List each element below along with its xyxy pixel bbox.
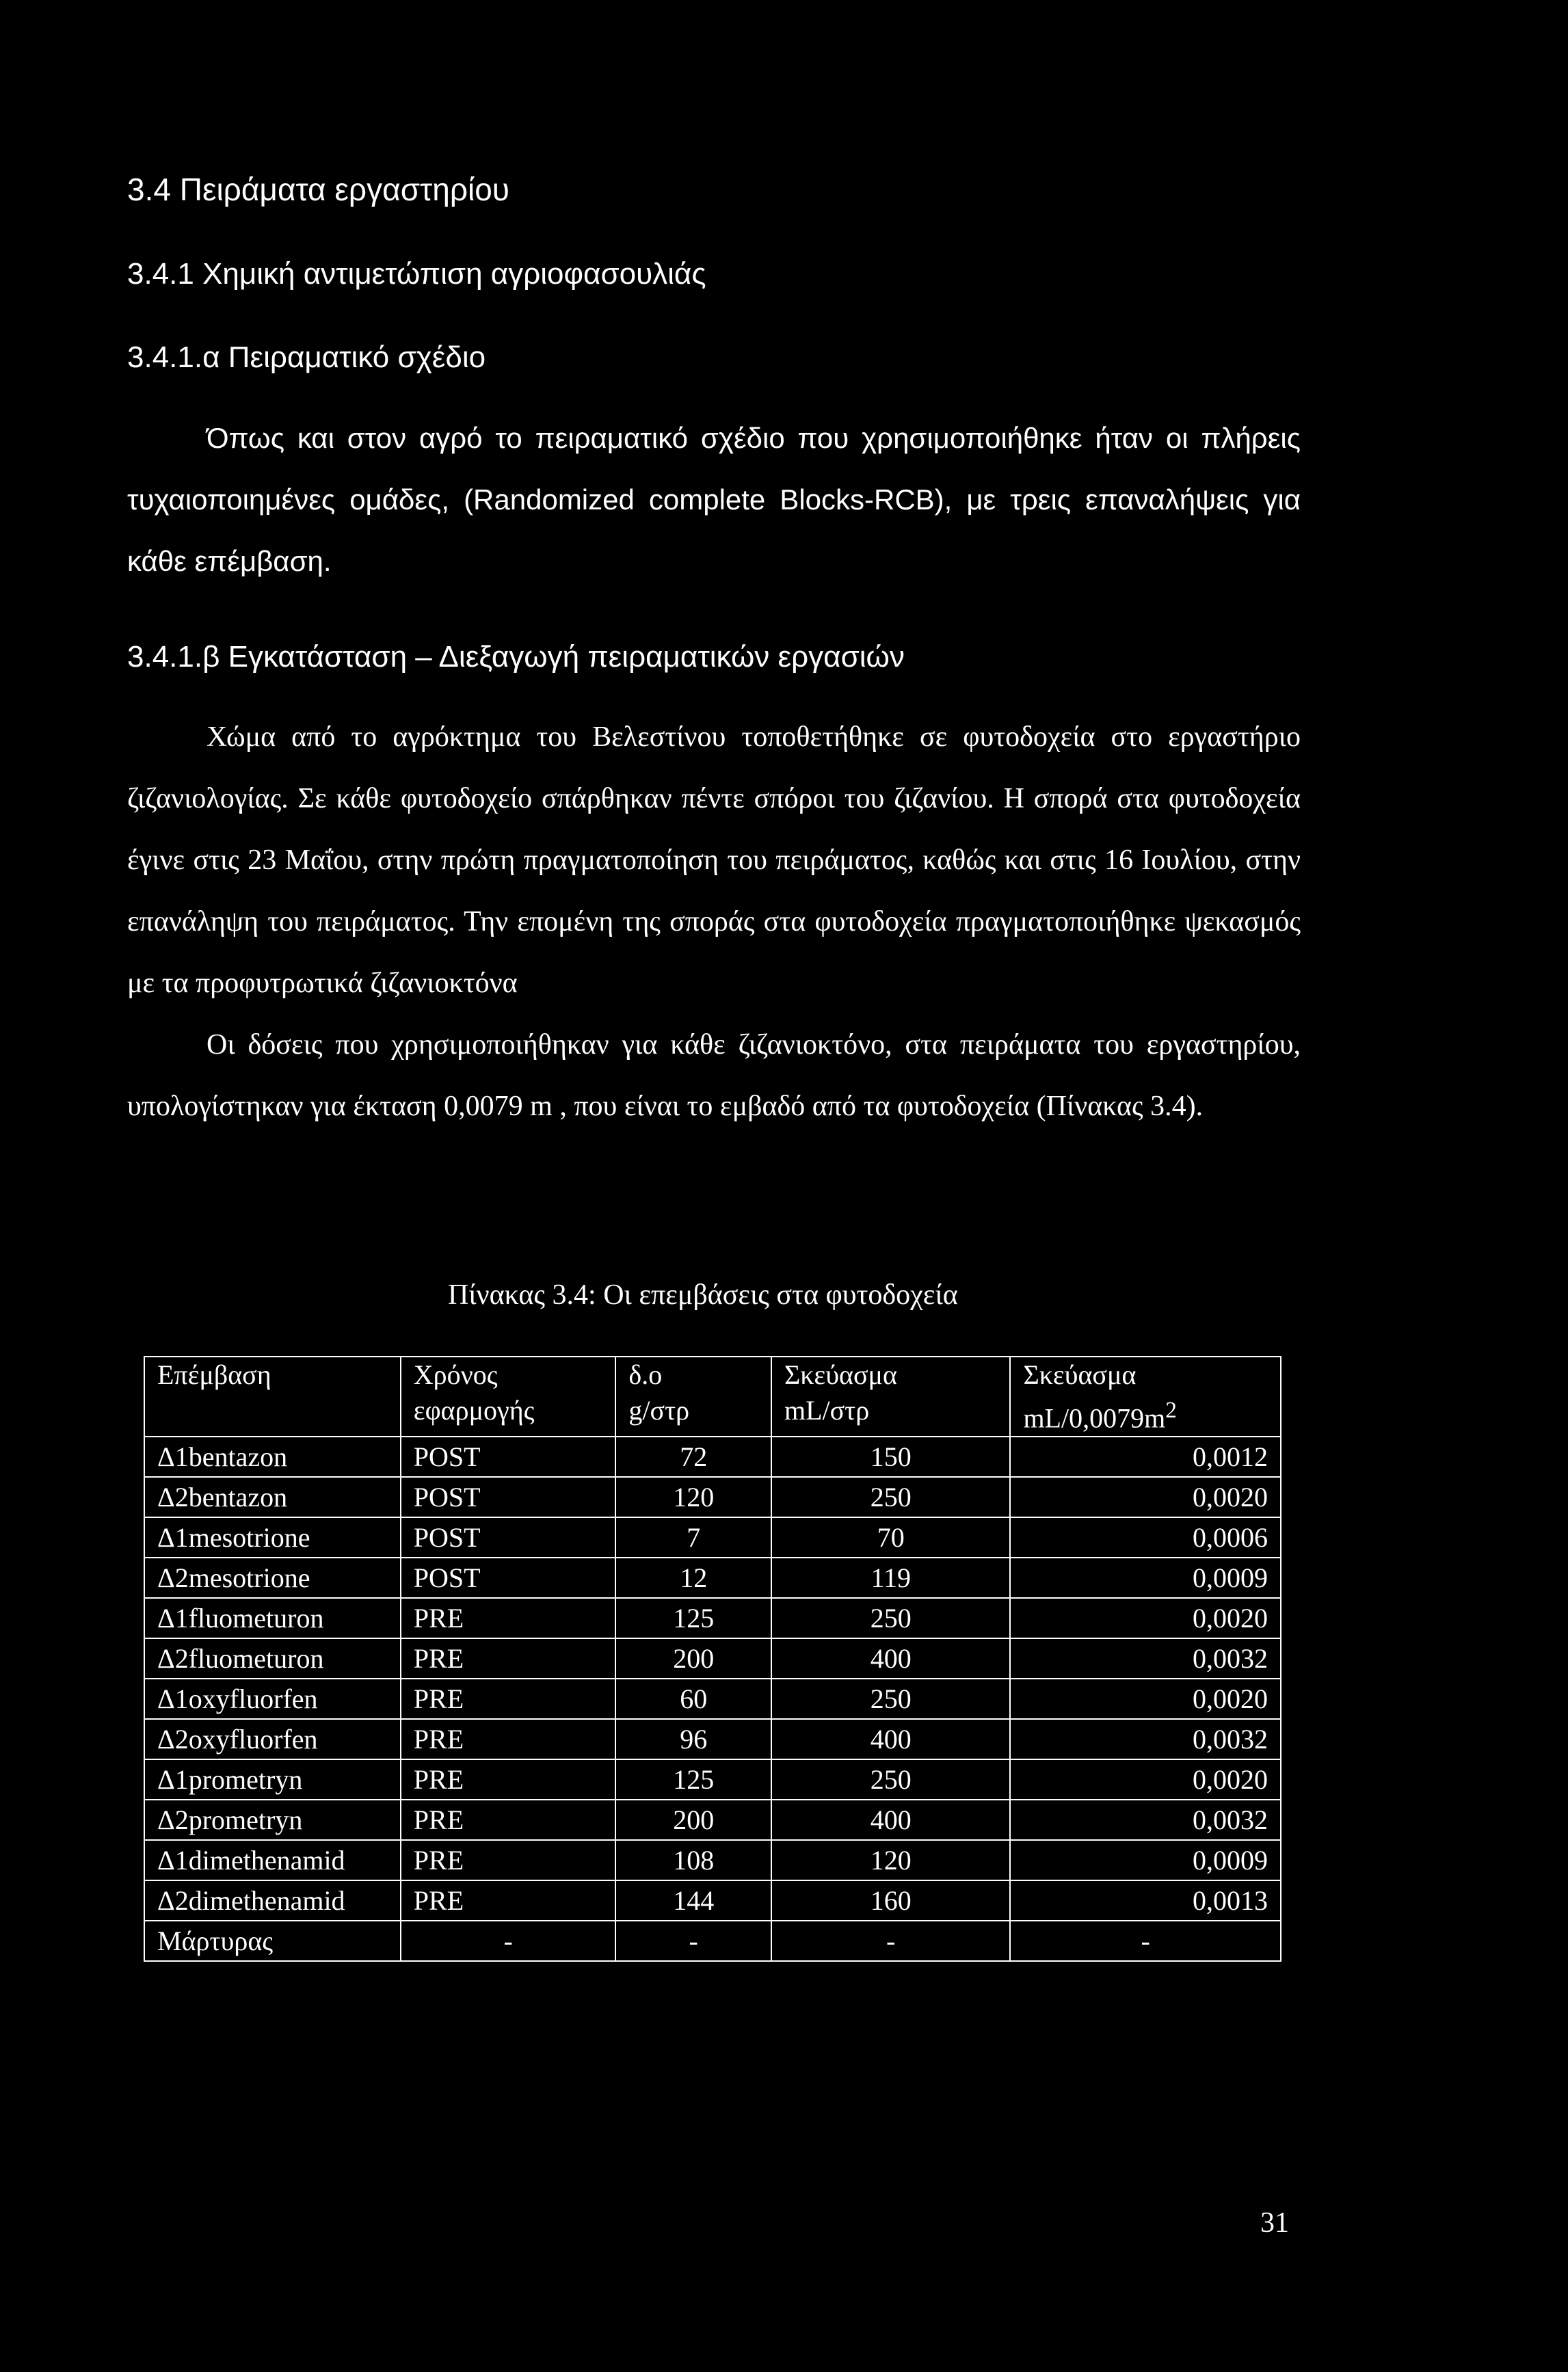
cell-formulation-stremma: 150 (771, 1437, 1010, 1477)
cell-application-time: POST (401, 1517, 616, 1558)
header-active-ingredient: δ.ο g/στρ (615, 1357, 771, 1437)
table-row (144, 1477, 1281, 1517)
cell-treatment: Δ1dimethenamid (144, 1840, 401, 1880)
cell-formulation-pot: 0,0012 (1010, 1437, 1281, 1477)
cell-formulation-pot: 0,0009 (1010, 1840, 1281, 1880)
table-row (144, 1880, 1281, 1921)
section-heading: 3.4 Πειράματα εργαστηρίου (127, 172, 509, 207)
cell-treatment: Δ2prometryn (144, 1800, 401, 1840)
header-treatment: Επέμβαση (144, 1357, 401, 1437)
cell-formulation-stremma: 119 (771, 1558, 1010, 1598)
cell-active-ingredient: 144 (615, 1880, 771, 1921)
cell-formulation-pot: - (1010, 1921, 1281, 1961)
cell-treatment: Δ2fluometuron (144, 1638, 401, 1679)
cell-application-time: PRE (401, 1759, 616, 1800)
cell-treatment: Δ2dimethenamid (144, 1880, 401, 1921)
cell-formulation-pot: 0,0032 (1010, 1638, 1281, 1679)
cell-formulation-stremma: 400 (771, 1800, 1010, 1840)
cell-treatment: Δ1fluometuron (144, 1598, 401, 1638)
table-row (144, 1800, 1281, 1840)
cell-formulation-stremma: 250 (771, 1679, 1010, 1719)
cell-active-ingredient: 7 (615, 1517, 771, 1558)
cell-formulation-pot: 0,0020 (1010, 1679, 1281, 1719)
table-row (144, 1598, 1281, 1638)
cell-application-time: - (401, 1921, 616, 1961)
paragraph-installation-text: Χώμα από το αγρόκτημα του Βελεστίνου τοποθετήθηκε σε φυτοδοχεία στο εργαστήριο ζιζανιολογίας. Σε κάθε φυτοδοχείο σπάρθηκαν πέντε σπόροι του ζιζανίου. Η σπορά στα φυτοδοχεία έγινε στις 23 Μαΐου, στην πρώτη πραγματοποίηση του πειράματος, καθώς και στις 16 Ιουλίου, στην επανάληψη του πειράματος. Την επομένη της σποράς στα φυτοδοχεία πραγματοποιήθηκε ψεκασμός με τα προφυτρωτικά ζιζανιοκτόνα (127, 721, 1301, 999)
subsubsection-heading-b: 3.4.1.β Εγκατάσταση – Διεξαγωγή πειραματικών εργασιών (127, 640, 905, 674)
cell-application-time: PRE (401, 1719, 616, 1759)
cell-formulation-stremma: 400 (771, 1638, 1010, 1679)
cell-formulation-stremma: 250 (771, 1598, 1010, 1638)
cell-formulation-stremma: 120 (771, 1840, 1010, 1880)
cell-formulation-pot: 0,0032 (1010, 1800, 1281, 1840)
header-formulation-per-stremma: Σκεύασμα mL/στρ (771, 1357, 1010, 1437)
cell-active-ingredient: 60 (615, 1679, 771, 1719)
cell-active-ingredient: 12 (615, 1558, 771, 1598)
cell-treatment: Δ2oxyfluorfen (144, 1719, 401, 1759)
cell-active-ingredient: 120 (615, 1477, 771, 1517)
treatments-table (144, 1356, 1281, 1962)
cell-formulation-stremma: 160 (771, 1880, 1010, 1921)
cell-active-ingredient: 72 (615, 1437, 771, 1477)
cell-formulation-pot: 0,0020 (1010, 1598, 1281, 1638)
cell-application-time: PRE (401, 1840, 616, 1880)
cell-active-ingredient: 200 (615, 1638, 771, 1679)
cell-treatment: Δ1oxyfluorfen (144, 1679, 401, 1719)
table-caption: Πίνακας 3.4: Οι επεμβάσεις στα φυτοδοχεία (448, 1279, 958, 1311)
cell-treatment: Δ2bentazon (144, 1477, 401, 1517)
cell-active-ingredient: 108 (615, 1840, 771, 1880)
header-application-time: Χρόνος εφαρμογής (401, 1357, 616, 1437)
table-row (144, 1921, 1281, 1961)
subsection-heading: 3.4.1 Χημική αντιμετώπιση αγριοφασουλιάς (127, 257, 706, 291)
paragraph-installation (127, 706, 1301, 1137)
paragraph-design-text: Όπως και στον αγρό το πειραματικό σχέδιο που χρησιμοποιήθηκε ήταν οι πλήρεις τυχαιοποιημένες ομάδες, (Randomized complete Blocks-RCB), με τρεις επαναλήψεις για κάθε επέμβαση. (127, 422, 1301, 577)
cell-active-ingredient: 96 (615, 1719, 771, 1759)
cell-active-ingredient: - (615, 1921, 771, 1961)
cell-formulation-pot: 0,0013 (1010, 1880, 1281, 1921)
cell-treatment: Δ1bentazon (144, 1437, 401, 1477)
cell-application-time: PRE (401, 1598, 616, 1638)
cell-application-time: PRE (401, 1638, 616, 1679)
cell-treatment: Δ1mesotrione (144, 1517, 401, 1558)
table-row (144, 1638, 1281, 1679)
cell-formulation-stremma: 400 (771, 1719, 1010, 1759)
cell-application-time: POST (401, 1558, 616, 1598)
cell-formulation-stremma: 250 (771, 1759, 1010, 1800)
table-row (144, 1517, 1281, 1558)
cell-formulation-pot: 0,0020 (1010, 1477, 1281, 1517)
table-row (144, 1558, 1281, 1598)
cell-application-time: PRE (401, 1679, 616, 1719)
page-number: 31 (1260, 2207, 1289, 2239)
cell-formulation-pot: 0,0006 (1010, 1517, 1281, 1558)
cell-formulation-pot: 0,0032 (1010, 1719, 1281, 1759)
table-row (144, 1437, 1281, 1477)
cell-treatment: Μάρτυρας (144, 1921, 401, 1961)
header-formulation-per-pot: Σκεύασμα $mL/0,0079m^2$ (1010, 1357, 1281, 1437)
paragraph-design (127, 408, 1301, 592)
table-row (144, 1759, 1281, 1800)
table-header-row (144, 1357, 1281, 1437)
table-row (144, 1719, 1281, 1759)
cell-formulation-pot: 0,0009 (1010, 1558, 1281, 1598)
cell-treatment: Δ1prometryn (144, 1759, 401, 1800)
cell-application-time: PRE (401, 1800, 616, 1840)
paragraph-doses-text: Οι δόσεις που χρησιμοποιήθηκαν για κάθε ζιζανιοκτόνο, στα πειράματα του εργαστηρίου, υπολογίστηκαν για έκταση 0,0079 m , που είναι το εμβαδό από τα φυτοδοχεία (Πίνακας 3.4). (127, 1029, 1301, 1122)
cell-application-time: POST (401, 1437, 616, 1477)
cell-treatment: Δ2mesotrione (144, 1558, 401, 1598)
table-row (144, 1679, 1281, 1719)
cell-formulation-stremma: 70 (771, 1517, 1010, 1558)
cell-active-ingredient: 125 (615, 1598, 771, 1638)
cell-application-time: POST (401, 1477, 616, 1517)
cell-formulation-stremma: - (771, 1921, 1010, 1961)
cell-formulation-pot: 0,0020 (1010, 1759, 1281, 1800)
subsubsection-heading-a: 3.4.1.α Πειραματικό σχέδιο (127, 341, 486, 374)
table-row (144, 1840, 1281, 1880)
cell-active-ingredient: 125 (615, 1759, 771, 1800)
cell-active-ingredient: 200 (615, 1800, 771, 1840)
cell-formulation-stremma: 250 (771, 1477, 1010, 1517)
cell-application-time: PRE (401, 1880, 616, 1921)
